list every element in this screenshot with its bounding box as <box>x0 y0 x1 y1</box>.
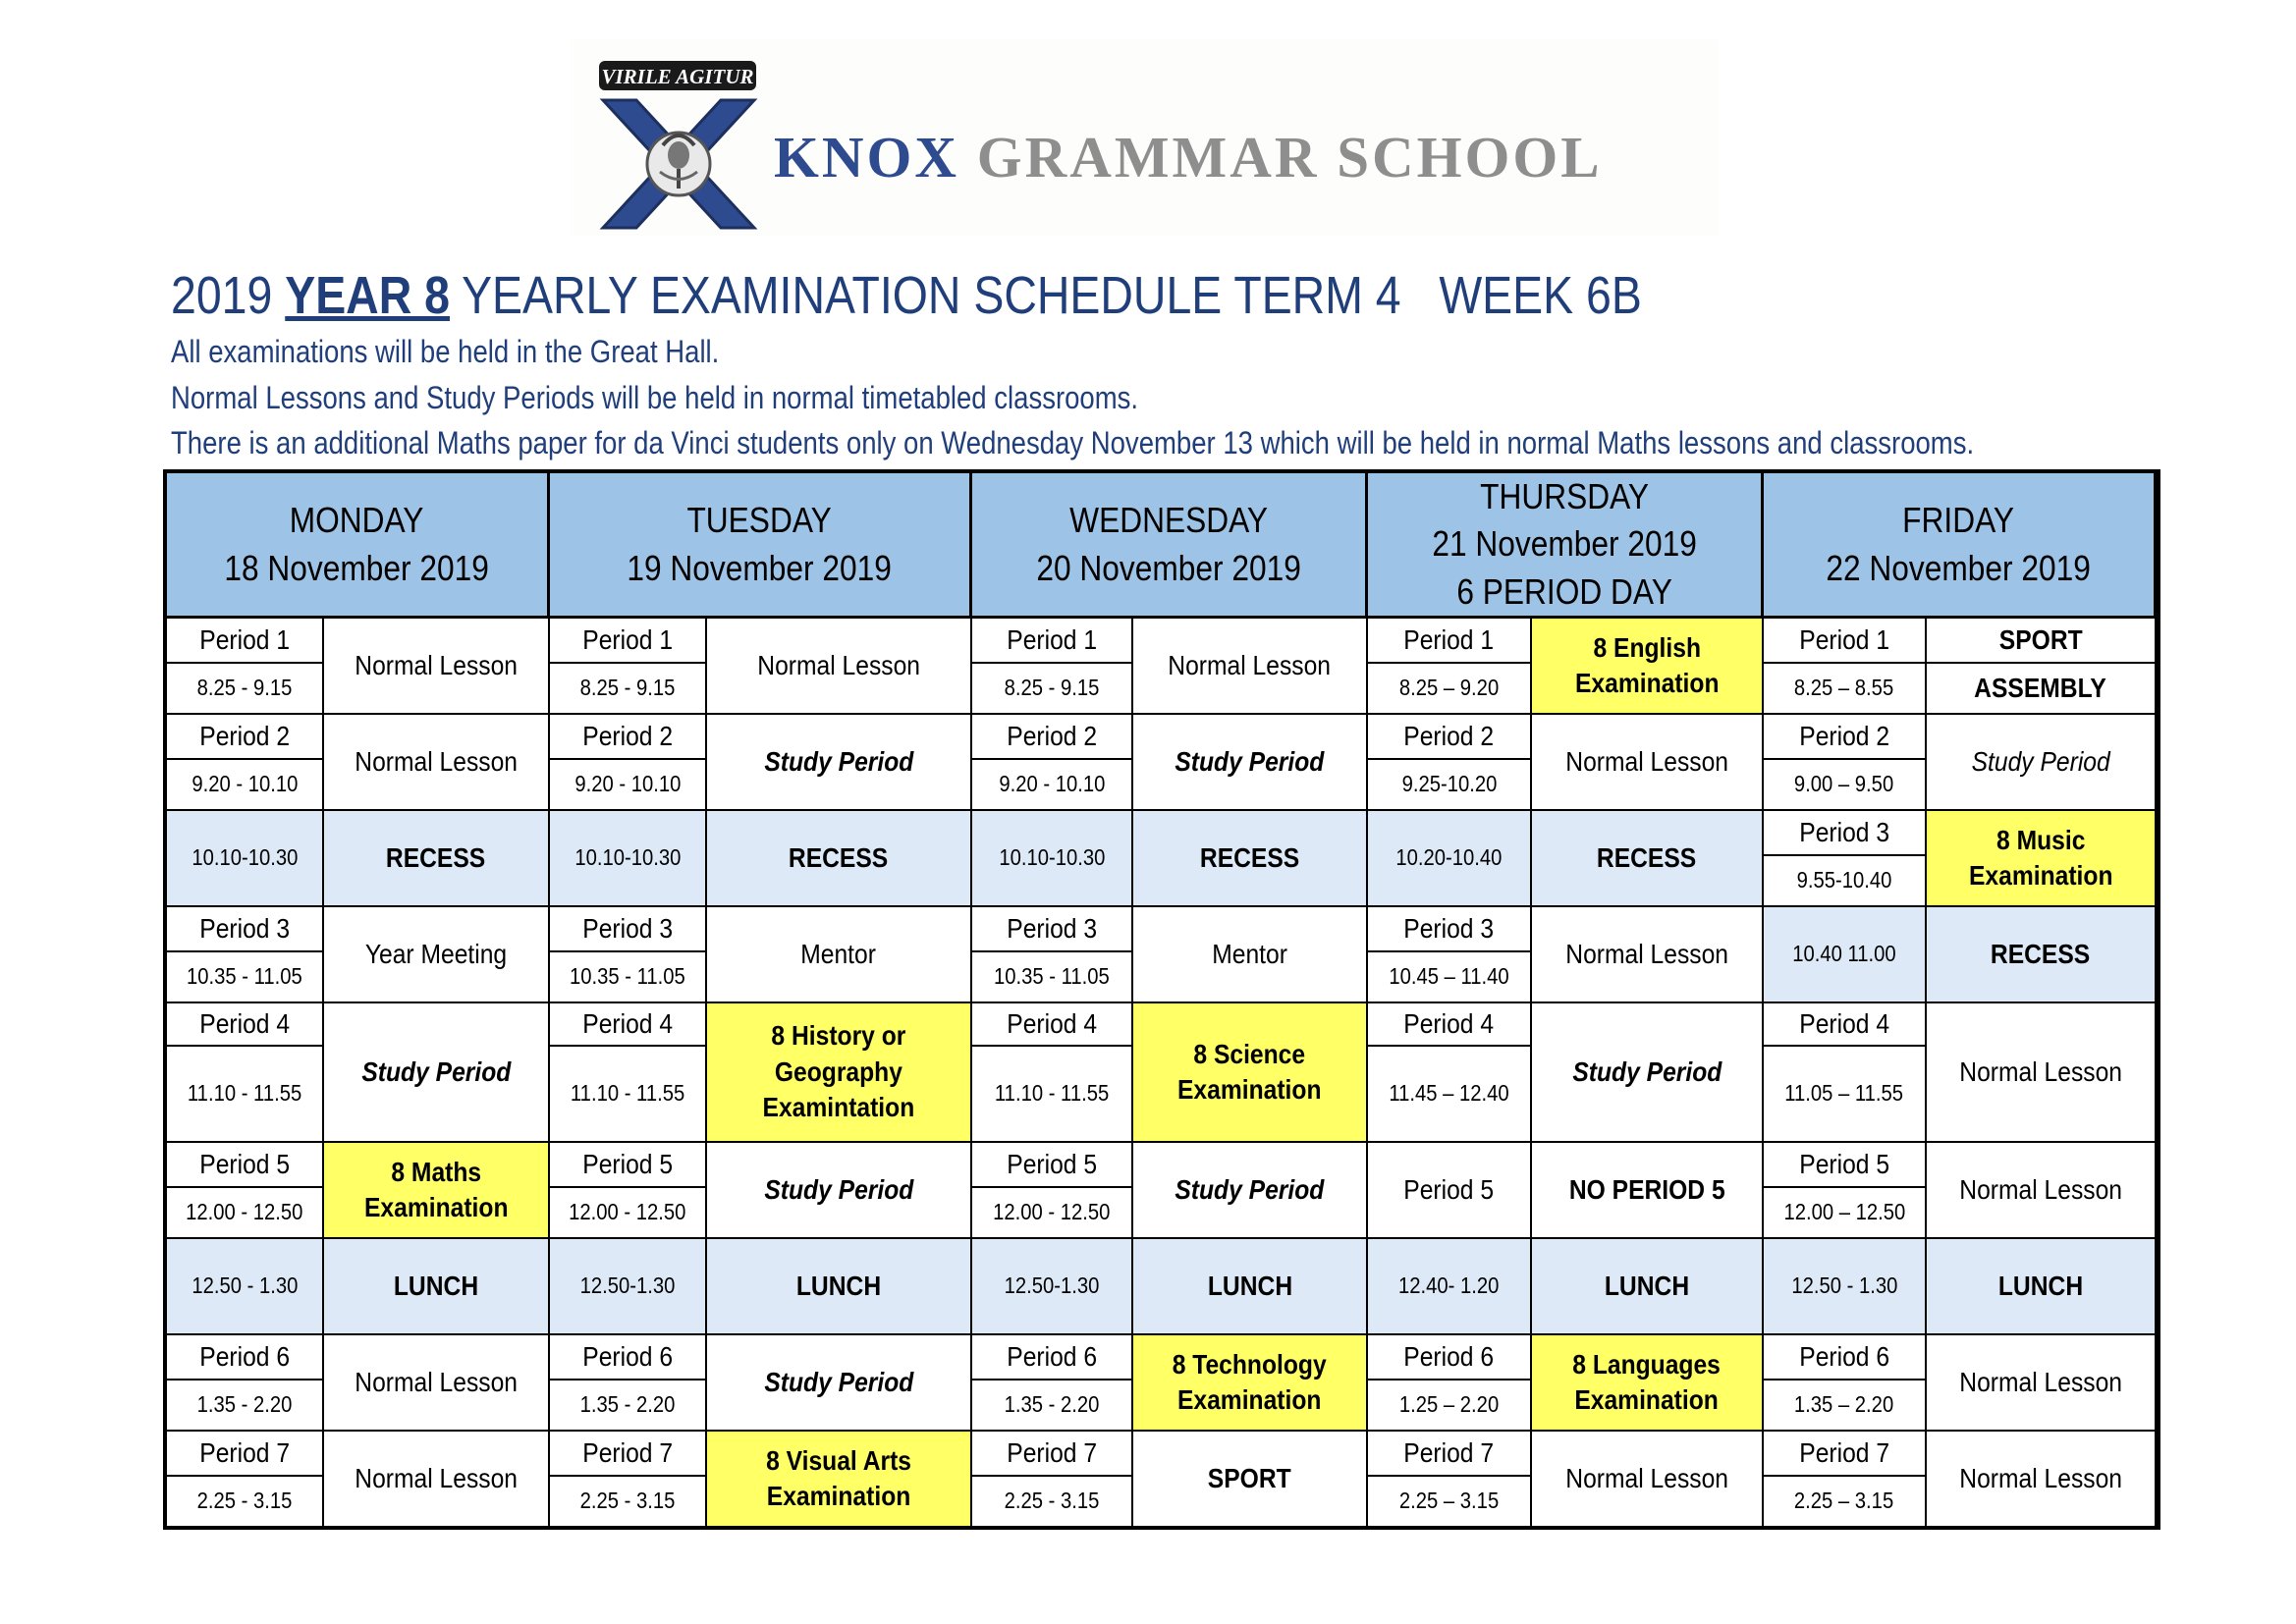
wednesday-row-3-break-time-text: 10.10-10.30 <box>998 844 1106 871</box>
tuesday-row-1-activity-text: Normal Lesson <box>757 649 920 680</box>
note-classrooms: Normal Lessons and Study Periods will be held in normal timetabled classrooms. <box>171 380 1139 415</box>
wednesday-row-6-period-label-text: Period 5 <box>1007 1148 1097 1179</box>
tuesday-row-2-period-time-text: 9.20 - 10.10 <box>574 771 682 797</box>
note-da-vinci: There is an additional Maths paper for da Vinci students only on Wednesday November 13 which will be held in normal Maths lessons and classrooms. <box>171 425 1975 460</box>
thursday-row-4-period-label-text: Period 3 <box>1403 912 1495 944</box>
monday-row-6-period-time <box>167 1188 324 1239</box>
school-logo <box>570 39 1719 236</box>
friday-row-4-break-time-text: 10.40 11.00 <box>1792 941 1896 967</box>
friday-row-1-activity-2 <box>1927 664 2157 715</box>
day-header-tuesday-text: TUESDAY 19 November 2019 <box>627 499 893 588</box>
friday-row-9-period-label-text: Period 7 <box>1799 1436 1889 1468</box>
tuesday-row-8-period-time <box>550 1380 707 1432</box>
monday-row-5-period-label-text: Period 4 <box>199 1007 290 1039</box>
thursday-row-9-period-label <box>1368 1432 1532 1477</box>
thursday-row-3-break-activity-text: RECESS <box>1597 841 1697 873</box>
monday-row-2-activity-text: Normal Lesson <box>355 745 518 777</box>
friday-row-7-break-time <box>1764 1239 1927 1335</box>
monday-row-6-period-time-text: 12.00 - 12.50 <box>186 1199 303 1225</box>
monday-row-9-period-time <box>167 1477 324 1528</box>
monday-row-4-period-time-text: 10.35 - 11.05 <box>187 963 302 990</box>
friday-row-5-activity <box>1927 1003 2157 1143</box>
friday-row-5-activity-text: Normal Lesson <box>1959 1056 2122 1087</box>
friday-row-1-period-time-text: 8.25 – 8.55 <box>1794 675 1894 701</box>
title-suffix: YEARLY EXAMINATION SCHEDULE TERM 4 <box>462 266 1401 325</box>
monday-row-4-activity-text: Year Meeting <box>364 938 508 969</box>
monday-row-5-period-label <box>167 1003 324 1047</box>
monday-row-2-period-label <box>167 715 324 760</box>
friday-row-5-period-label <box>1764 1003 1927 1047</box>
tuesday-row-1-period-time-text: 8.25 - 9.15 <box>579 675 676 701</box>
wednesday-row-5-period-label <box>972 1003 1133 1047</box>
thursday-row-4-period-label <box>1368 907 1532 952</box>
day-header-friday-text: FRIDAY 22 November 2019 <box>1826 499 2092 588</box>
tuesday-row-8-period-time-text: 1.35 - 2.20 <box>579 1391 676 1418</box>
tuesday-row-2-activity <box>707 715 972 811</box>
thursday-row-9-period-time <box>1368 1477 1532 1528</box>
thursday-row-2-period-label <box>1368 715 1532 760</box>
friday-row-9-activity <box>1927 1432 2157 1528</box>
thursday-row-5-period-label-text: Period 4 <box>1403 1007 1495 1039</box>
friday-row-1-activity-text: SPORT <box>1998 623 2083 655</box>
monday-row-6-period-label-text: Period 5 <box>199 1148 290 1179</box>
monday-row-1-activity-text: Normal Lesson <box>355 649 518 680</box>
tuesday-row-2-period-label-text: Period 2 <box>582 720 673 751</box>
thursday-row-7-break-activity-text: LUNCH <box>1604 1270 1690 1301</box>
tuesday-row-4-period-time <box>550 952 707 1003</box>
friday-row-8-activity <box>1927 1335 2157 1432</box>
thursday-row-2-period-time-text: 9.25-10.20 <box>1401 771 1497 797</box>
friday-row-3-period-label <box>1764 811 1927 856</box>
friday-row-8-period-time <box>1764 1380 1927 1432</box>
thursday-row-6-period-label <box>1368 1143 1532 1239</box>
wednesday-row-9-period-time <box>972 1477 1133 1528</box>
monday-row-5-period-time-text: 11.10 - 11.55 <box>187 1080 302 1107</box>
monday-row-6-period-label <box>167 1143 324 1188</box>
thursday-row-2-activity-text: Normal Lesson <box>1565 745 1728 777</box>
motto-text: VIRILE AGITUR <box>601 65 754 88</box>
wednesday-row-9-period-label-text: Period 7 <box>1007 1436 1097 1468</box>
tuesday-row-3-break-time <box>550 811 707 907</box>
monday-row-7-break-activity <box>324 1239 550 1335</box>
thursday-row-9-activity <box>1532 1432 1764 1528</box>
monday-row-4-period-label-text: Period 3 <box>199 912 290 944</box>
monday-row-8-period-label-text: Period 6 <box>199 1340 290 1372</box>
wednesday-row-7-break-activity-text: LUNCH <box>1207 1270 1292 1301</box>
tuesday-row-5-period-time-text: 11.10 - 11.55 <box>570 1080 685 1107</box>
day-header-tuesday <box>550 473 972 619</box>
monday-row-1-activity <box>324 619 550 715</box>
day-header-thursday-text: THURSDAY 21 November 2019 6 PERIOD DAY <box>1432 475 1697 612</box>
wednesday-row-1-period-time-text: 8.25 - 9.15 <box>1004 675 1100 701</box>
tuesday-row-1-period-label <box>550 619 707 664</box>
wednesday-row-1-period-label <box>972 619 1133 664</box>
monday-row-7-break-time <box>167 1239 324 1335</box>
tuesday-row-7-break-time <box>550 1239 707 1335</box>
monday-row-8-period-time <box>167 1380 324 1432</box>
friday-row-1-activity <box>1927 619 2157 664</box>
friday-row-4-break-activity-text: RECESS <box>1991 938 2091 969</box>
wednesday-row-4-activity-text: Mentor <box>1212 938 1287 969</box>
wednesday-row-3-break-activity <box>1133 811 1368 907</box>
tuesday-row-9-period-label-text: Period 7 <box>582 1436 673 1468</box>
monday-row-9-period-time-text: 2.25 - 3.15 <box>196 1488 293 1514</box>
wednesday-row-8-period-label <box>972 1335 1133 1380</box>
tuesday-row-5-activity-text: 8 History or Geography Examintation <box>762 1020 915 1123</box>
wednesday-row-5-period-time <box>972 1047 1133 1143</box>
friday-row-3-activity-text: 8 Music Examination <box>1968 824 2113 891</box>
friday-row-6-activity-text: Normal Lesson <box>1959 1173 2122 1205</box>
friday-row-3-period-label-text: Period 3 <box>1799 816 1889 847</box>
wednesday-row-9-period-time-text: 2.25 - 3.15 <box>1004 1488 1100 1514</box>
monday-row-3-break-time <box>167 811 324 907</box>
title-prefix: 2019 <box>171 266 273 325</box>
page-title <box>171 265 1642 326</box>
school-name-knox: KNOX <box>774 125 959 189</box>
friday-row-5-period-time <box>1764 1047 1927 1143</box>
thursday-row-8-activity-text: 8 Languages Examination <box>1572 1348 1722 1415</box>
wednesday-row-8-activity <box>1133 1335 1368 1432</box>
monday-row-9-activity-text: Normal Lesson <box>355 1462 518 1493</box>
friday-row-9-period-time <box>1764 1477 1927 1528</box>
thursday-row-2-activity <box>1532 715 1764 811</box>
thursday-row-5-activity-text: Study Period <box>1572 1056 1722 1087</box>
wednesday-row-1-activity <box>1133 619 1368 715</box>
tuesday-row-6-period-label-text: Period 5 <box>582 1148 673 1179</box>
friday-row-8-period-label-text: Period 6 <box>1799 1340 1889 1372</box>
tuesday-row-4-period-time-text: 10.35 - 11.05 <box>570 963 685 990</box>
wednesday-row-5-period-time-text: 11.10 - 11.55 <box>994 1080 1110 1107</box>
thursday-row-8-period-time-text: 1.25 – 2.20 <box>1398 1391 1500 1418</box>
wednesday-row-5-activity-text: 8 Science Examination <box>1177 1038 1322 1105</box>
wednesday-row-4-period-time-text: 10.35 - 11.05 <box>994 963 1110 990</box>
note-great-hall: All examinations will be held in the Great Hall. <box>171 334 720 369</box>
wednesday-row-8-period-time-text: 1.35 - 2.20 <box>1004 1391 1100 1418</box>
wednesday-row-7-break-time-text: 12.50-1.30 <box>1004 1272 1100 1299</box>
wednesday-row-2-period-time-text: 9.20 - 10.10 <box>998 771 1106 797</box>
wednesday-row-5-period-label-text: Period 4 <box>1007 1007 1097 1039</box>
tuesday-row-5-period-time <box>550 1047 707 1143</box>
friday-row-9-period-time-text: 2.25 – 3.15 <box>1794 1488 1894 1514</box>
school-name-grammar-school: GRAMMAR SCHOOL <box>976 125 1603 189</box>
wednesday-row-8-period-time <box>972 1380 1133 1432</box>
monday-row-6-activity <box>324 1143 550 1239</box>
tuesday-row-9-period-time-text: 2.25 - 3.15 <box>579 1488 676 1514</box>
thursday-row-1-period-label-text: Period 1 <box>1403 623 1495 655</box>
wednesday-row-9-period-label <box>972 1432 1133 1477</box>
tuesday-row-9-period-label <box>550 1432 707 1477</box>
monday-row-2-activity <box>324 715 550 811</box>
friday-row-2-period-label-text: Period 2 <box>1799 720 1889 751</box>
wednesday-row-2-period-label <box>972 715 1133 760</box>
monday-row-2-period-label-text: Period 2 <box>199 720 290 751</box>
friday-row-2-activity-text: Study Period <box>1971 745 2110 777</box>
monday-row-4-period-time <box>167 952 324 1003</box>
tuesday-row-7-break-activity <box>707 1239 972 1335</box>
tuesday-row-5-activity <box>707 1003 972 1143</box>
thursday-row-7-break-time-text: 12.40- 1.20 <box>1398 1272 1500 1299</box>
tuesday-row-1-activity <box>707 619 972 715</box>
monday-row-1-period-time <box>167 664 324 715</box>
thursday-row-5-period-label <box>1368 1003 1532 1047</box>
day-header-monday-text: MONDAY 18 November 2019 <box>224 499 490 588</box>
monday-row-2-period-time <box>167 760 324 811</box>
friday-row-2-period-label <box>1764 715 1927 760</box>
monday-row-5-activity-text: Study Period <box>361 1056 511 1087</box>
tuesday-row-2-period-label <box>550 715 707 760</box>
thursday-row-9-period-time-text: 2.25 – 3.15 <box>1398 1488 1500 1514</box>
thursday-row-9-activity-text: Normal Lesson <box>1565 1462 1728 1493</box>
monday-row-6-activity-text: 8 Maths Examination <box>363 1156 509 1222</box>
friday-row-1-period-label <box>1764 619 1927 664</box>
monday-row-3-break-activity-text: RECESS <box>386 841 486 873</box>
friday-row-6-period-time <box>1764 1188 1927 1239</box>
tuesday-row-6-period-time <box>550 1188 707 1239</box>
thursday-row-6-activity-text: NO PERIOD 5 <box>1568 1173 1725 1205</box>
friday-row-9-period-label <box>1764 1432 1927 1477</box>
wednesday-row-2-activity <box>1133 715 1368 811</box>
wednesday-row-6-period-label <box>972 1143 1133 1188</box>
monday-row-3-break-time-text: 10.10-10.30 <box>191 844 299 871</box>
day-header-monday <box>167 473 550 619</box>
wednesday-row-6-activity-text: Study Period <box>1175 1173 1325 1205</box>
friday-row-3-period-time <box>1764 856 1927 907</box>
tuesday-row-6-activity-text: Study Period <box>764 1173 913 1205</box>
thursday-row-1-period-label <box>1368 619 1532 664</box>
thursday-row-8-period-label <box>1368 1335 1532 1380</box>
friday-row-6-period-label-text: Period 5 <box>1799 1148 1889 1179</box>
thursday-row-1-period-time <box>1368 664 1532 715</box>
tuesday-row-3-break-activity <box>707 811 972 907</box>
wednesday-row-8-period-label-text: Period 6 <box>1007 1340 1097 1372</box>
thursday-row-7-break-activity <box>1532 1239 1764 1335</box>
wednesday-row-1-activity-text: Normal Lesson <box>1168 649 1332 680</box>
wednesday-row-6-activity <box>1133 1143 1368 1239</box>
thursday-row-4-period-time <box>1368 952 1532 1003</box>
monday-row-8-activity-text: Normal Lesson <box>355 1366 518 1397</box>
tuesday-row-7-break-activity-text: LUNCH <box>795 1270 882 1301</box>
tuesday-row-9-period-time <box>550 1477 707 1528</box>
tuesday-row-6-period-time-text: 12.00 - 12.50 <box>569 1199 686 1225</box>
thursday-row-4-period-time-text: 10.45 – 11.40 <box>1389 963 1509 990</box>
wednesday-row-7-break-time <box>972 1239 1133 1335</box>
wednesday-row-2-period-time <box>972 760 1133 811</box>
day-header-wednesday <box>972 473 1368 619</box>
friday-row-2-activity <box>1927 715 2157 811</box>
monday-row-7-break-time-text: 12.50 - 1.30 <box>191 1272 299 1299</box>
tuesday-row-3-break-time-text: 10.10-10.30 <box>574 844 682 871</box>
monday-row-2-period-time-text: 9.20 - 10.10 <box>191 771 299 797</box>
thursday-row-5-activity <box>1532 1003 1764 1143</box>
thursday-row-6-period-label-text: Period 5 <box>1403 1173 1495 1205</box>
friday-row-7-break-time-text: 12.50 - 1.30 <box>1790 1272 1898 1299</box>
thursday-row-1-period-time-text: 8.25 – 9.20 <box>1398 675 1500 701</box>
thursday-row-4-activity-text: Normal Lesson <box>1565 938 1728 969</box>
wednesday-row-6-period-time <box>972 1188 1133 1239</box>
thursday-row-5-period-time <box>1368 1047 1532 1143</box>
tuesday-row-8-activity-text: Study Period <box>764 1366 913 1397</box>
monday-row-8-period-label <box>167 1335 324 1380</box>
friday-row-1-activity-2-text: ASSEMBLY <box>1974 672 2107 703</box>
tuesday-row-6-activity <box>707 1143 972 1239</box>
tuesday-row-9-activity <box>707 1432 972 1528</box>
friday-row-8-activity-text: Normal Lesson <box>1959 1366 2122 1397</box>
tuesday-row-7-break-time-text: 12.50-1.30 <box>579 1272 676 1299</box>
tuesday-row-2-activity-text: Study Period <box>764 745 913 777</box>
monday-row-1-period-time-text: 8.25 - 9.15 <box>196 675 293 701</box>
tuesday-row-4-activity-text: Mentor <box>800 938 877 969</box>
school-name <box>774 124 1603 191</box>
friday-row-5-period-label-text: Period 4 <box>1799 1007 1889 1039</box>
thursday-row-2-period-label-text: Period 2 <box>1403 720 1495 751</box>
tuesday-row-3-break-activity-text: RECESS <box>789 841 889 873</box>
wednesday-row-4-period-label-text: Period 3 <box>1007 912 1097 944</box>
thursday-row-3-break-time <box>1368 811 1532 907</box>
thursday-row-5-period-time-text: 11.45 – 12.40 <box>1389 1080 1509 1107</box>
friday-row-8-period-label <box>1764 1335 1927 1380</box>
monday-row-9-period-label <box>167 1432 324 1477</box>
title-week: WEEK 6B <box>1439 266 1642 325</box>
monday-row-9-activity <box>324 1432 550 1528</box>
wednesday-row-2-activity-text: Study Period <box>1175 745 1325 777</box>
friday-row-1-period-label-text: Period 1 <box>1799 623 1889 655</box>
friday-row-2-period-time <box>1764 760 1927 811</box>
monday-row-3-break-activity <box>324 811 550 907</box>
wednesday-row-9-activity-text: SPORT <box>1208 1462 1291 1493</box>
friday-row-9-activity-text: Normal Lesson <box>1959 1462 2122 1493</box>
wednesday-row-2-period-label-text: Period 2 <box>1007 720 1097 751</box>
friday-row-1-period-time <box>1764 664 1927 715</box>
monday-row-8-period-time-text: 1.35 - 2.20 <box>196 1391 293 1418</box>
thursday-row-8-period-time <box>1368 1380 1532 1432</box>
wednesday-row-7-break-activity <box>1133 1239 1368 1335</box>
thursday-row-3-break-activity <box>1532 811 1764 907</box>
tuesday-row-1-period-time <box>550 664 707 715</box>
wednesday-row-6-period-time-text: 12.00 - 12.50 <box>993 1199 1111 1225</box>
wednesday-row-1-period-label-text: Period 1 <box>1007 623 1097 655</box>
monday-row-8-activity <box>324 1335 550 1432</box>
day-header-thursday <box>1368 473 1764 619</box>
wednesday-row-9-activity <box>1133 1432 1368 1528</box>
thursday-row-3-break-time-text: 10.20-10.40 <box>1395 844 1503 871</box>
tuesday-row-4-activity <box>707 907 972 1003</box>
friday-row-4-break-activity <box>1927 907 2157 1003</box>
tuesday-row-9-activity-text: 8 Visual Arts Examination <box>766 1444 911 1511</box>
monday-row-9-period-label-text: Period 7 <box>199 1436 290 1468</box>
tuesday-row-8-period-label-text: Period 6 <box>582 1340 673 1372</box>
day-header-friday <box>1764 473 2157 619</box>
exam-timetable <box>163 469 2160 1530</box>
wednesday-row-8-activity-text: 8 Technology Examination <box>1173 1348 1327 1415</box>
friday-row-6-activity <box>1927 1143 2157 1239</box>
title-year: YEAR 8 <box>285 266 451 325</box>
tuesday-row-5-period-label-text: Period 4 <box>582 1007 673 1039</box>
tuesday-row-1-period-label-text: Period 1 <box>582 623 673 655</box>
friday-row-3-period-time-text: 9.55-10.40 <box>1796 867 1892 893</box>
friday-row-7-break-activity <box>1927 1239 2157 1335</box>
saltire-crest-icon <box>570 39 786 236</box>
thursday-row-7-break-time <box>1368 1239 1532 1335</box>
thursday-row-9-period-label-text: Period 7 <box>1403 1436 1495 1468</box>
friday-row-5-period-time-text: 11.05 – 11.55 <box>1784 1080 1904 1107</box>
wednesday-row-4-period-time <box>972 952 1133 1003</box>
tuesday-row-2-period-time <box>550 760 707 811</box>
thursday-row-8-activity <box>1532 1335 1764 1432</box>
thursday-row-8-period-label-text: Period 6 <box>1403 1340 1495 1372</box>
monday-row-4-period-label <box>167 907 324 952</box>
friday-row-2-period-time-text: 9.00 – 9.50 <box>1794 771 1894 797</box>
wednesday-row-1-period-time <box>972 664 1133 715</box>
friday-row-3-activity <box>1927 811 2157 907</box>
friday-row-6-period-time-text: 12.00 – 12.50 <box>1783 1199 1905 1225</box>
wednesday-row-4-activity <box>1133 907 1368 1003</box>
monday-row-7-break-activity-text: LUNCH <box>393 1270 479 1301</box>
monday-row-1-period-label-text: Period 1 <box>199 623 290 655</box>
wednesday-row-3-break-time <box>972 811 1133 907</box>
monday-row-5-period-time <box>167 1047 324 1143</box>
day-header-wednesday-text: WEDNESDAY 20 November 2019 <box>1036 499 1301 588</box>
tuesday-row-8-activity <box>707 1335 972 1432</box>
tuesday-row-6-period-label <box>550 1143 707 1188</box>
tuesday-row-4-period-label-text: Period 3 <box>582 912 673 944</box>
tuesday-row-4-period-label <box>550 907 707 952</box>
thursday-row-1-activity <box>1532 619 1764 715</box>
monday-row-4-activity <box>324 907 550 1003</box>
wednesday-row-3-break-activity-text: RECESS <box>1199 841 1300 873</box>
tuesday-row-8-period-label <box>550 1335 707 1380</box>
thursday-row-1-activity-text: 8 English Examination <box>1574 631 1720 698</box>
monday-row-1-period-label <box>167 619 324 664</box>
wednesday-row-4-period-label <box>972 907 1133 952</box>
tuesday-row-5-period-label <box>550 1003 707 1047</box>
thursday-row-6-activity <box>1532 1143 1764 1239</box>
monday-row-5-activity <box>324 1003 550 1143</box>
friday-row-8-period-time-text: 1.35 – 2.20 <box>1794 1391 1894 1418</box>
friday-row-6-period-label <box>1764 1143 1927 1188</box>
friday-row-4-break-time <box>1764 907 1927 1003</box>
thursday-row-4-activity <box>1532 907 1764 1003</box>
wednesday-row-5-activity <box>1133 1003 1368 1143</box>
friday-row-7-break-activity-text: LUNCH <box>1997 1270 2084 1301</box>
thursday-row-2-period-time <box>1368 760 1532 811</box>
